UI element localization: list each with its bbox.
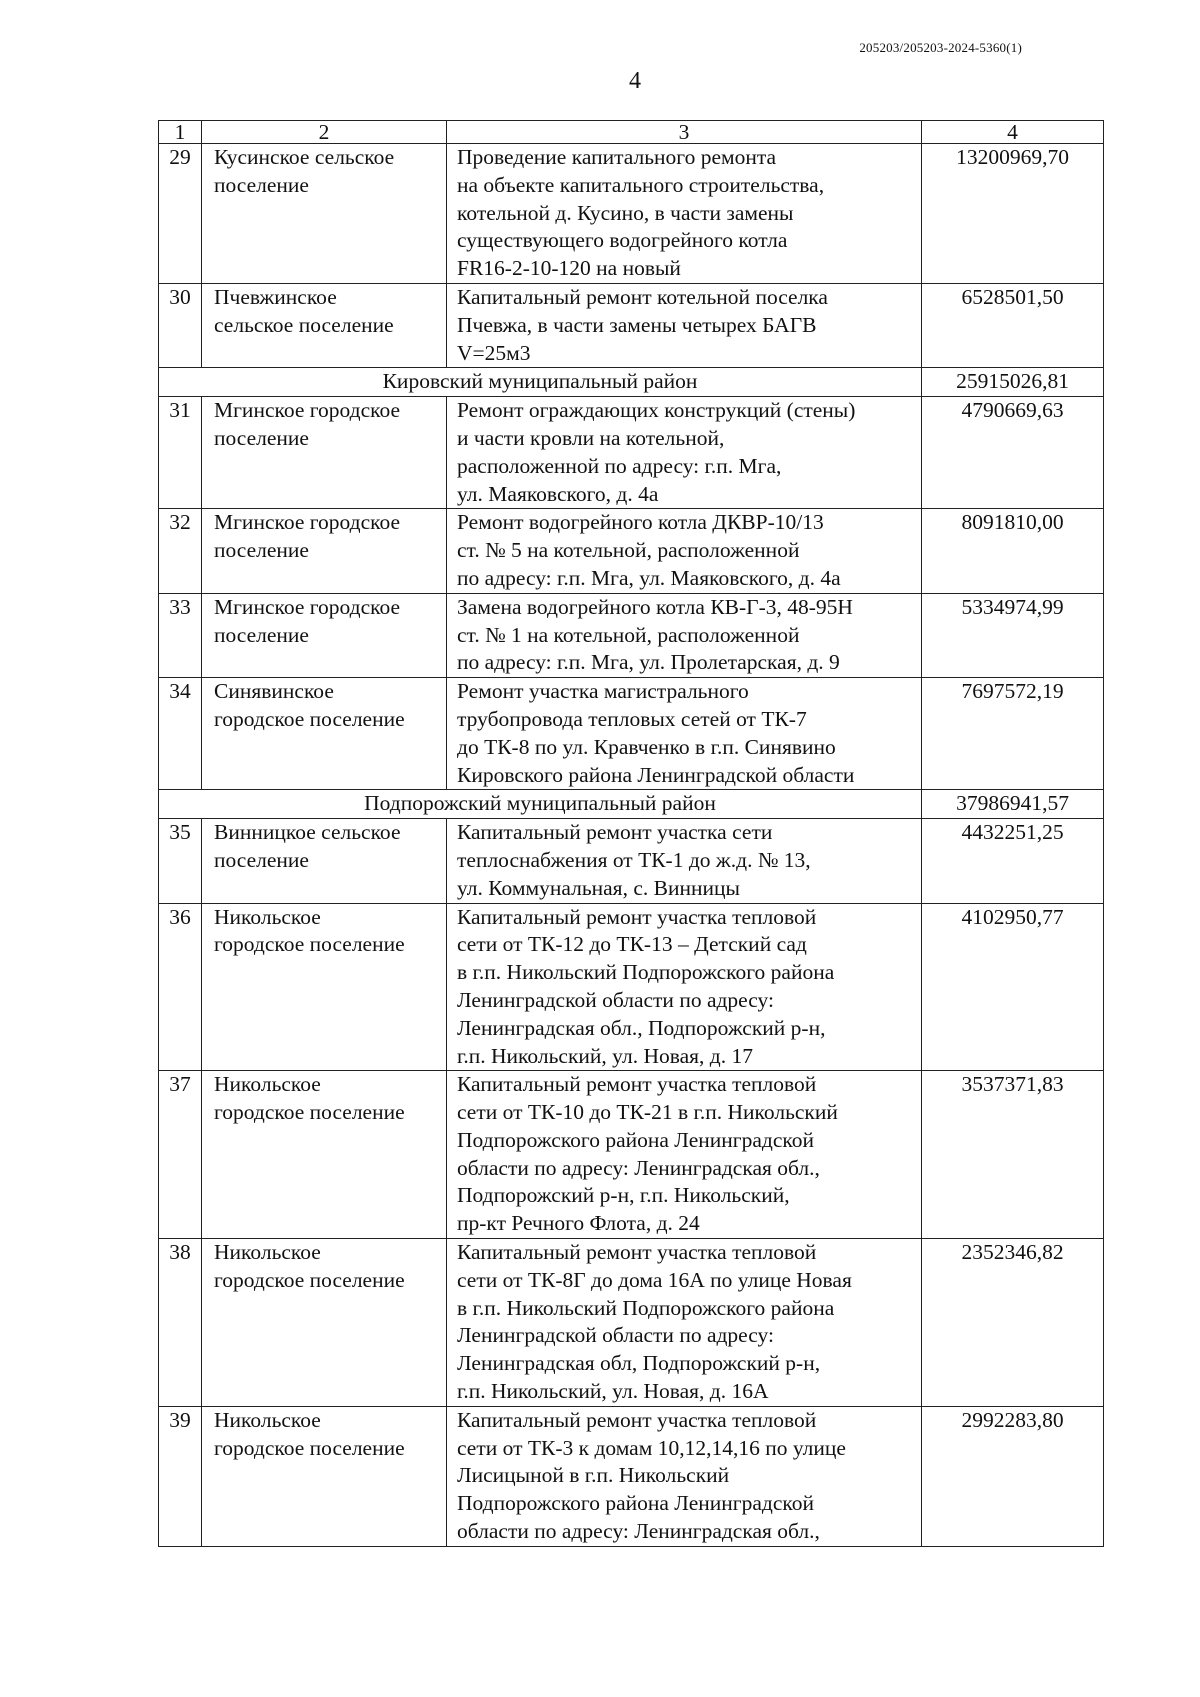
work-description-line: по адресу: г.п. Мга, ул. Пролетарская, д. 9	[457, 650, 840, 675]
work-description-line: в г.п. Никольский Подпорожского района	[457, 960, 835, 985]
settlement-name	[202, 1071, 447, 1239]
work-description-line: в г.п. Никольский Подпорожского района	[457, 1295, 835, 1320]
row-number: 35	[159, 819, 202, 903]
district-row	[159, 790, 1104, 819]
work-description-line: Капитальный ремонт участка сети	[457, 820, 773, 845]
work-description-line: Капитальный ремонт котельной поселка	[457, 284, 828, 309]
work-description-line: на объекте капитального строительства,	[457, 172, 825, 197]
amount: 6528501,50	[922, 283, 1104, 367]
work-description-line: V=25м3	[457, 340, 531, 365]
row-number: 31	[159, 397, 202, 509]
work-description-line: г.п. Никольский, ул. Новая, д. 16А	[457, 1379, 769, 1404]
settlement-name-line: Синявинское	[214, 679, 334, 704]
settlement-name-line: городское поселение	[214, 1100, 405, 1125]
table-row	[159, 593, 1104, 677]
settlement-name-line: Мгинское городское	[214, 398, 401, 423]
work-description	[447, 397, 922, 509]
settlement-name-line: городское поселение	[214, 1267, 405, 1292]
header-cell-2: 2	[202, 121, 447, 144]
work-description-line: Подпорожский р-н, г.п. Никольский,	[457, 1183, 790, 1208]
settlement-name-line: Никольское	[214, 1072, 321, 1097]
settlement-name-line: Мгинское городское	[214, 510, 401, 535]
work-description-line: Кировского района Ленинградской области	[457, 762, 855, 787]
work-description-line: Ремонт водогрейного котла ДКВР-10/13	[457, 510, 824, 535]
table-row	[159, 397, 1104, 509]
settlement-name-line: поселение	[214, 538, 309, 563]
row-number: 39	[159, 1406, 202, 1546]
table-row	[159, 283, 1104, 367]
table-header-row	[159, 121, 1104, 144]
work-description-line: Капитальный ремонт участка тепловой	[457, 1407, 817, 1432]
header-cell-4: 4	[922, 121, 1104, 144]
row-number: 33	[159, 593, 202, 677]
work-description-line: пр-кт Речного Флота, д. 24	[457, 1211, 700, 1236]
work-description	[447, 593, 922, 677]
row-number: 34	[159, 678, 202, 790]
row-number: 29	[159, 144, 202, 284]
table-row	[159, 144, 1104, 284]
work-description-line: Пчевжа, в части замены четырех БАГВ	[457, 312, 817, 337]
work-description-line: области по адресу: Ленинградская обл.,	[457, 1155, 820, 1180]
work-description-line: до ТК-8 по ул. Кравченко в г.п. Синявино	[457, 734, 836, 759]
work-description-line: области по адресу: Ленинградская обл.,	[457, 1519, 820, 1544]
row-number: 37	[159, 1071, 202, 1239]
work-description	[447, 144, 922, 284]
work-description-line: Ленинградская обл, Подпорожский р-н,	[457, 1351, 821, 1376]
settlement-name	[202, 593, 447, 677]
work-description	[447, 509, 922, 593]
work-description	[447, 678, 922, 790]
row-number: 30	[159, 283, 202, 367]
amount: 2352346,82	[922, 1239, 1104, 1407]
amount: 4790669,63	[922, 397, 1104, 509]
work-description	[447, 903, 922, 1071]
settlement-name	[202, 1406, 447, 1546]
settlement-name	[202, 283, 447, 367]
work-description-line: ул. Маяковского, д. 4а	[457, 481, 659, 506]
row-number: 36	[159, 903, 202, 1071]
row-number: 32	[159, 509, 202, 593]
work-description-line: существующего водогрейного котла	[457, 228, 788, 253]
amount: 4432251,25	[922, 819, 1104, 903]
work-description-line: и части кровли на котельной,	[457, 425, 725, 450]
settlement-name-line: Пчевжинское	[214, 284, 337, 309]
settlement-name-line: поселение	[214, 425, 309, 450]
work-description-line: расположенной по адресу: г.п. Мга,	[457, 453, 782, 478]
work-description-line: Капитальный ремонт участка тепловой	[457, 904, 817, 929]
table-row	[159, 1406, 1104, 1546]
settlement-name	[202, 144, 447, 284]
settlement-name	[202, 903, 447, 1071]
district-row	[159, 368, 1104, 397]
table-row	[159, 678, 1104, 790]
work-description-line: FR16-2-10-120 на новый	[457, 256, 681, 281]
settlement-name	[202, 397, 447, 509]
work-description-line: Ленинградской области по адресу:	[457, 987, 774, 1012]
work-description-line: трубопровода тепловых сетей от ТК-7	[457, 706, 807, 731]
funding-table	[158, 120, 1104, 1547]
header-cell-1: 1	[159, 121, 202, 144]
settlement-name-line: Винницкое сельское	[214, 820, 401, 845]
row-number: 38	[159, 1239, 202, 1407]
work-description-line: сети от ТК-12 до ТК-13 – Детский сад	[457, 932, 807, 957]
settlement-name-line: Кусинское сельское	[214, 145, 395, 169]
district-name: Подпорожский муниципальный район	[159, 790, 922, 819]
settlement-name	[202, 819, 447, 903]
work-description-line: теплоснабжения от ТК-1 до ж.д. № 13,	[457, 847, 811, 872]
work-description-line: Подпорожского района Ленинградской	[457, 1127, 815, 1152]
table-row	[159, 1071, 1104, 1239]
work-description	[447, 819, 922, 903]
settlement-name-line: поселение	[214, 172, 309, 197]
settlement-name-line: городское поселение	[214, 1435, 405, 1460]
work-description-line: Ремонт участка магистрального	[457, 679, 749, 704]
amount: 3537371,83	[922, 1071, 1104, 1239]
table-row	[159, 1239, 1104, 1407]
amount: 4102950,77	[922, 903, 1104, 1071]
page-number: 4	[629, 68, 641, 94]
work-description-line: котельной д. Кусино, в части замены	[457, 200, 794, 225]
document-id: 205203/205203-2024-5360(1)	[859, 40, 1022, 55]
work-description-line: Замена водогрейного котла КВ-Г-3, 48-95Н	[457, 594, 853, 619]
district-total-amount: 25915026,81	[922, 368, 1104, 397]
work-description-line: Капитальный ремонт участка тепловой	[457, 1240, 817, 1265]
table-row	[159, 819, 1104, 903]
header-cell-3: 3	[447, 121, 922, 144]
table-row	[159, 903, 1104, 1071]
work-description-line: Ремонт ограждающих конструкций (стены)	[457, 398, 856, 423]
settlement-name-line: Никольское	[214, 904, 321, 929]
work-description-line: Подпорожского района Ленинградской	[457, 1491, 815, 1516]
work-description-line: сети от ТК-3 к домам 10,12,14,16 по улице	[457, 1435, 846, 1460]
amount: 8091810,00	[922, 509, 1104, 593]
amount: 5334974,99	[922, 593, 1104, 677]
district-total-amount: 37986941,57	[922, 790, 1104, 819]
district-name: Кировский муниципальный район	[159, 368, 922, 397]
work-description-line: Ленинградская обл., Подпорожский р-н,	[457, 1015, 826, 1040]
work-description-line: г.п. Никольский, ул. Новая, д. 17	[457, 1043, 753, 1068]
work-description-line: по адресу: г.п. Мга, ул. Маяковского, д. 4а	[457, 565, 841, 590]
settlement-name-line: Мгинское городское	[214, 594, 401, 619]
settlement-name-line: Никольское	[214, 1240, 321, 1265]
table-row	[159, 509, 1104, 593]
amount: 13200969,70	[922, 144, 1104, 284]
settlement-name-line: поселение	[214, 622, 309, 647]
work-description-line: Лисицыной в г.п. Никольский	[457, 1463, 730, 1488]
work-description-line: Проведение капитального ремонта	[457, 145, 777, 169]
settlement-name	[202, 678, 447, 790]
settlement-name	[202, 1239, 447, 1407]
settlement-name-line: городское поселение	[214, 706, 405, 731]
amount: 7697572,19	[922, 678, 1104, 790]
work-description-line: сети от ТК-10 до ТК-21 в г.п. Никольский	[457, 1100, 838, 1125]
settlement-name-line: поселение	[214, 847, 309, 872]
work-description	[447, 283, 922, 367]
work-description-line: Капитальный ремонт участка тепловой	[457, 1072, 817, 1097]
settlement-name	[202, 509, 447, 593]
work-description	[447, 1406, 922, 1546]
amount: 2992283,80	[922, 1406, 1104, 1546]
settlement-name-line: сельское поселение	[214, 312, 394, 337]
settlement-name-line: Никольское	[214, 1407, 321, 1432]
work-description	[447, 1071, 922, 1239]
work-description-line: сети от ТК-8Г до дома 16А по улице Новая	[457, 1267, 852, 1292]
work-description-line: ст. № 5 на котельной, расположенной	[457, 538, 800, 563]
work-description	[447, 1239, 922, 1407]
work-description-line: ул. Коммунальная, с. Винницы	[457, 875, 740, 900]
work-description-line: ст. № 1 на котельной, расположенной	[457, 622, 800, 647]
settlement-name-line: городское поселение	[214, 932, 405, 957]
work-description-line: Ленинградской области по адресу:	[457, 1323, 774, 1348]
